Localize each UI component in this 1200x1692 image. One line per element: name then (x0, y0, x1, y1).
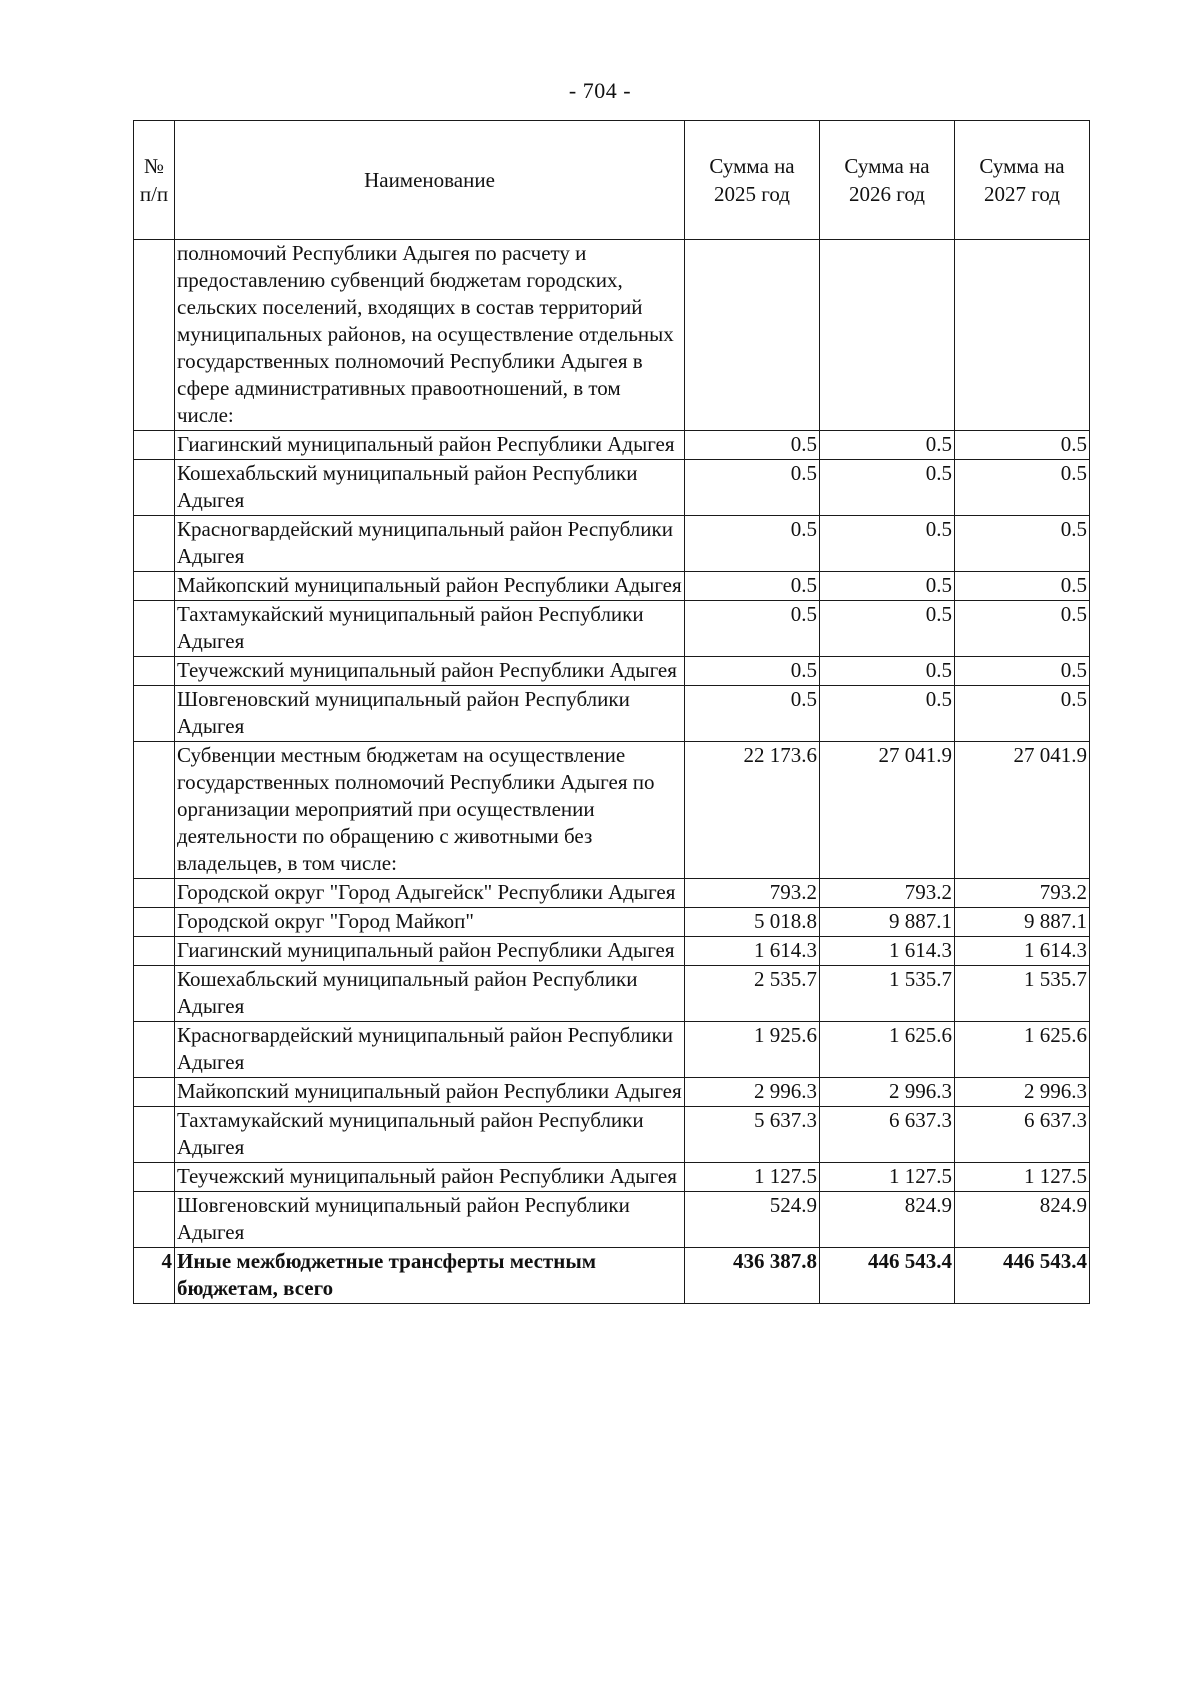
header-sum-2026: Сумма на 2026 год (820, 121, 955, 240)
row-name: Тахтамукайский муниципальный район Республики Адыгея (175, 601, 685, 657)
row-number (134, 1022, 175, 1078)
table-row (134, 1078, 1090, 1107)
row-sum-2027: 0.5 (955, 572, 1090, 601)
row-sum-2027: 1 614.3 (955, 937, 1090, 966)
row-name: Майкопский муниципальный район Республики Адыгея (175, 572, 685, 601)
row-number (134, 460, 175, 516)
table-row (134, 657, 1090, 686)
row-sum-2025: 0.5 (685, 657, 820, 686)
row-sum-2026: 0.5 (820, 657, 955, 686)
row-number (134, 966, 175, 1022)
row-name: Шовгеновский муниципальный район Республики Адыгея (175, 1192, 685, 1248)
row-name: Городской округ "Город Адыгейск" Республики Адыгея (175, 879, 685, 908)
row-number (134, 240, 175, 431)
row-number (134, 1192, 175, 1248)
table-row (134, 686, 1090, 742)
row-name: Теучежский муниципальный район Республики Адыгея (175, 1163, 685, 1192)
row-name: Кошехабльский муниципальный район Республики Адыгея (175, 966, 685, 1022)
table-row (134, 1107, 1090, 1163)
header-sum-2025: Сумма на 2025 год (685, 121, 820, 240)
row-sum-2025: 0.5 (685, 431, 820, 460)
row-sum-2027: 27 041.9 (955, 742, 1090, 879)
table-row (134, 572, 1090, 601)
row-number (134, 601, 175, 657)
row-name: Майкопский муниципальный район Республики Адыгея (175, 1078, 685, 1107)
row-sum-2025 (685, 240, 820, 431)
page-number: - 704 - (568, 78, 632, 103)
row-sum-2026: 0.5 (820, 572, 955, 601)
row-sum-2027: 824.9 (955, 1192, 1090, 1248)
row-sum-2027: 1 127.5 (955, 1163, 1090, 1192)
table-row (134, 431, 1090, 460)
row-sum-2026: 793.2 (820, 879, 955, 908)
row-sum-2027: 793.2 (955, 879, 1090, 908)
row-sum-2027: 0.5 (955, 431, 1090, 460)
row-sum-2026 (820, 240, 955, 431)
row-number (134, 1078, 175, 1107)
total-sum-2027: 446 543.4 (955, 1248, 1090, 1304)
table-row (134, 1022, 1090, 1078)
table-header (134, 121, 1090, 240)
row-sum-2027: 0.5 (955, 686, 1090, 742)
row-sum-2025: 2 996.3 (685, 1078, 820, 1107)
table-row (134, 516, 1090, 572)
row-name: Красногвардейский муниципальный район Республики Адыгея (175, 516, 685, 572)
row-number (134, 516, 175, 572)
table-row (134, 240, 1090, 431)
header-row (134, 121, 1090, 240)
row-sum-2027: 0.5 (955, 460, 1090, 516)
row-sum-2026: 1 535.7 (820, 966, 955, 1022)
row-name: Гиагинский муниципальный район Республики Адыгея (175, 431, 685, 460)
row-sum-2027: 1 625.6 (955, 1022, 1090, 1078)
row-name: полномочий Республики Адыгея по расчету и предоставлению субвенций бюджетам городских, сельских поселений, входящих в состав территорий муниципальных районов, на осуществление отдельных государственных полномочий Республики Адыгея в сфере административных правоотношений, в том числе: (175, 240, 685, 431)
header-number: № п/п (134, 121, 175, 240)
table-row (134, 742, 1090, 879)
row-sum-2025: 524.9 (685, 1192, 820, 1248)
row-name: Красногвардейский муниципальный район Республики Адыгея (175, 1022, 685, 1078)
row-name: Шовгеновский муниципальный район Республики Адыгея (175, 686, 685, 742)
table-row (134, 966, 1090, 1022)
row-sum-2026: 1 625.6 (820, 1022, 955, 1078)
row-number (134, 1107, 175, 1163)
row-sum-2025: 0.5 (685, 686, 820, 742)
row-number (134, 879, 175, 908)
row-name: Субвенции местным бюджетам на осуществление государственных полномочий Республики Адыгея по организации мероприятий при осуществлении деятельности по обращению с животными без владельцев, в том числе: (175, 742, 685, 879)
row-sum-2026: 9 887.1 (820, 908, 955, 937)
row-sum-2025: 0.5 (685, 516, 820, 572)
row-sum-2026: 6 637.3 (820, 1107, 955, 1163)
row-sum-2026: 0.5 (820, 431, 955, 460)
row-sum-2026: 824.9 (820, 1192, 955, 1248)
row-sum-2026: 1 614.3 (820, 937, 955, 966)
row-sum-2027: 0.5 (955, 516, 1090, 572)
row-sum-2025: 22 173.6 (685, 742, 820, 879)
row-sum-2027: 6 637.3 (955, 1107, 1090, 1163)
row-sum-2025: 0.5 (685, 601, 820, 657)
row-name: Кошехабльский муниципальный район Республики Адыгея (175, 460, 685, 516)
row-sum-2027: 1 535.7 (955, 966, 1090, 1022)
row-sum-2025: 2 535.7 (685, 966, 820, 1022)
row-number (134, 572, 175, 601)
total-sum-2025: 436 387.8 (685, 1248, 820, 1304)
budget-table-container (133, 120, 1089, 1304)
row-sum-2027: 0.5 (955, 657, 1090, 686)
row-number (134, 1163, 175, 1192)
table-body (134, 240, 1090, 1304)
table-row (134, 937, 1090, 966)
row-sum-2025: 0.5 (685, 460, 820, 516)
table-row (134, 908, 1090, 937)
total-name: Иные межбюджетные трансферты местным бюджетам, всего (175, 1248, 685, 1304)
total-row (134, 1248, 1090, 1304)
row-sum-2025: 1 614.3 (685, 937, 820, 966)
row-name: Тахтамукайский муниципальный район Республики Адыгея (175, 1107, 685, 1163)
row-sum-2027: 0.5 (955, 601, 1090, 657)
row-sum-2026: 0.5 (820, 601, 955, 657)
header-sum-2027: Сумма на 2027 год (955, 121, 1090, 240)
row-sum-2026: 0.5 (820, 460, 955, 516)
row-name: Теучежский муниципальный район Республики Адыгея (175, 657, 685, 686)
table-row (134, 601, 1090, 657)
row-number (134, 742, 175, 879)
row-sum-2025: 5 018.8 (685, 908, 820, 937)
row-sum-2025: 0.5 (685, 572, 820, 601)
table-row (134, 460, 1090, 516)
row-sum-2026: 0.5 (820, 686, 955, 742)
row-sum-2026: 0.5 (820, 516, 955, 572)
row-number (134, 431, 175, 460)
row-sum-2025: 5 637.3 (685, 1107, 820, 1163)
budget-table (133, 120, 1090, 1304)
row-sum-2025: 793.2 (685, 879, 820, 908)
row-sum-2027 (955, 240, 1090, 431)
row-number (134, 657, 175, 686)
row-sum-2027: 9 887.1 (955, 908, 1090, 937)
row-sum-2026: 27 041.9 (820, 742, 955, 879)
row-sum-2026: 2 996.3 (820, 1078, 955, 1107)
table-row (134, 879, 1090, 908)
total-sum-2026: 446 543.4 (820, 1248, 955, 1304)
row-sum-2025: 1 127.5 (685, 1163, 820, 1192)
table-row (134, 1163, 1090, 1192)
row-name: Городской округ "Город Майкоп" (175, 908, 685, 937)
header-name: Наименование (175, 121, 685, 240)
row-number (134, 686, 175, 742)
row-number (134, 908, 175, 937)
row-name: Гиагинский муниципальный район Республики Адыгея (175, 937, 685, 966)
row-sum-2027: 2 996.3 (955, 1078, 1090, 1107)
row-number (134, 937, 175, 966)
row-sum-2025: 1 925.6 (685, 1022, 820, 1078)
total-number: 4 (134, 1248, 175, 1304)
table-row (134, 1192, 1090, 1248)
row-sum-2026: 1 127.5 (820, 1163, 955, 1192)
